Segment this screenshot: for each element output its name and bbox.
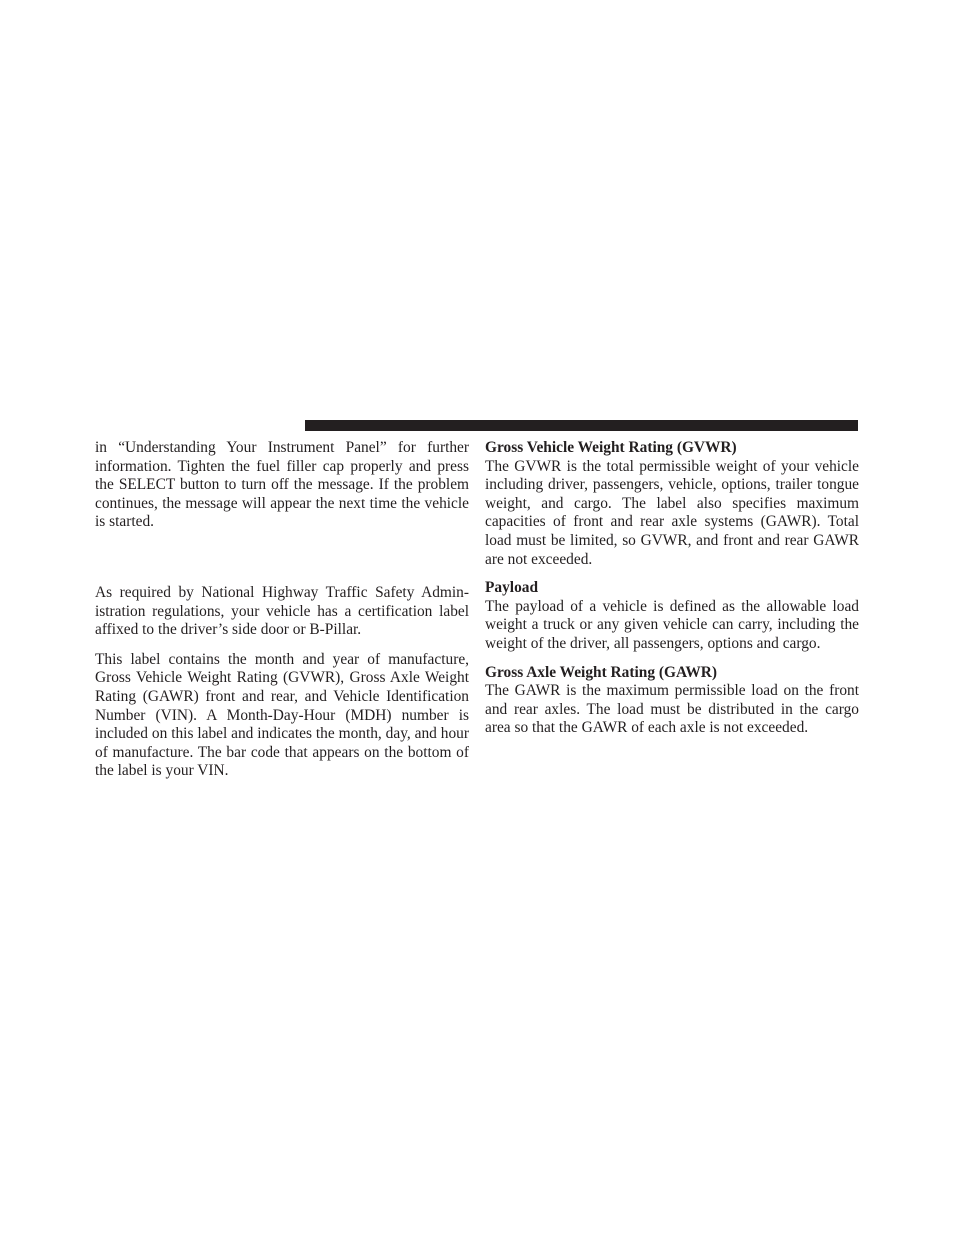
- certification-label-paragraph: As required by National Highway Traffic Safety Administration regulations, your vehicle has a certification label affixed to the driver’s side door or B-Pillar.: [95, 583, 469, 639]
- fuel-cap-continuation-paragraph: in “Understanding Your Instrument Panel” for further information. Tighten the fuel filler cap properly and press the SELECT button to turn off the message. If the problem continues, the message will appear the next time the vehicle is started.: [95, 439, 469, 531]
- gvwr-paragraph: The GVWR is the total permissible weight of your vehicle including driver, passengers, vehicle, options, trailer tongue weight, and cargo. The label also specifies maximum capacities of front and rear axle systems (GAWR). Total load must be limited, so GVWR, and front and rear GAWR are not exceeded.: [485, 457, 859, 568]
- gvwr-heading: Gross Vehicle Weight Rating (GVWR): [485, 439, 737, 456]
- right-column: [485, 439, 859, 738]
- left-column: [95, 439, 469, 781]
- gawr-paragraph: The GAWR is the maximum permissible load on the front and rear axles. The load must be distributed in the cargo area so that the GAWR of each axle is not exceeded.: [485, 682, 859, 737]
- section-header-bar: [305, 420, 858, 431]
- label-contents-paragraph: This label contains the month and year of manufacture, Gross Vehicle Weight Rating (GVWR), Gross Axle Weight Rating (GAWR) front and rear, and Vehicle Identification Number (VIN). A Month-Day-Hour (MDH) number is included on this label and indicates the month, day, and hour of manufacture. The bar code that appears on the bottom of the label is your VIN.: [95, 650, 469, 780]
- payload-paragraph: The payload of a vehicle is defined as the allowable load weight a truck or any given vehicle can carry, including the weight of the driver, all passengers, options and cargo.: [485, 597, 859, 652]
- payload-heading: Payload: [485, 579, 539, 597]
- gawr-heading: Gross Axle Weight Rating (GAWR): [485, 663, 718, 681]
